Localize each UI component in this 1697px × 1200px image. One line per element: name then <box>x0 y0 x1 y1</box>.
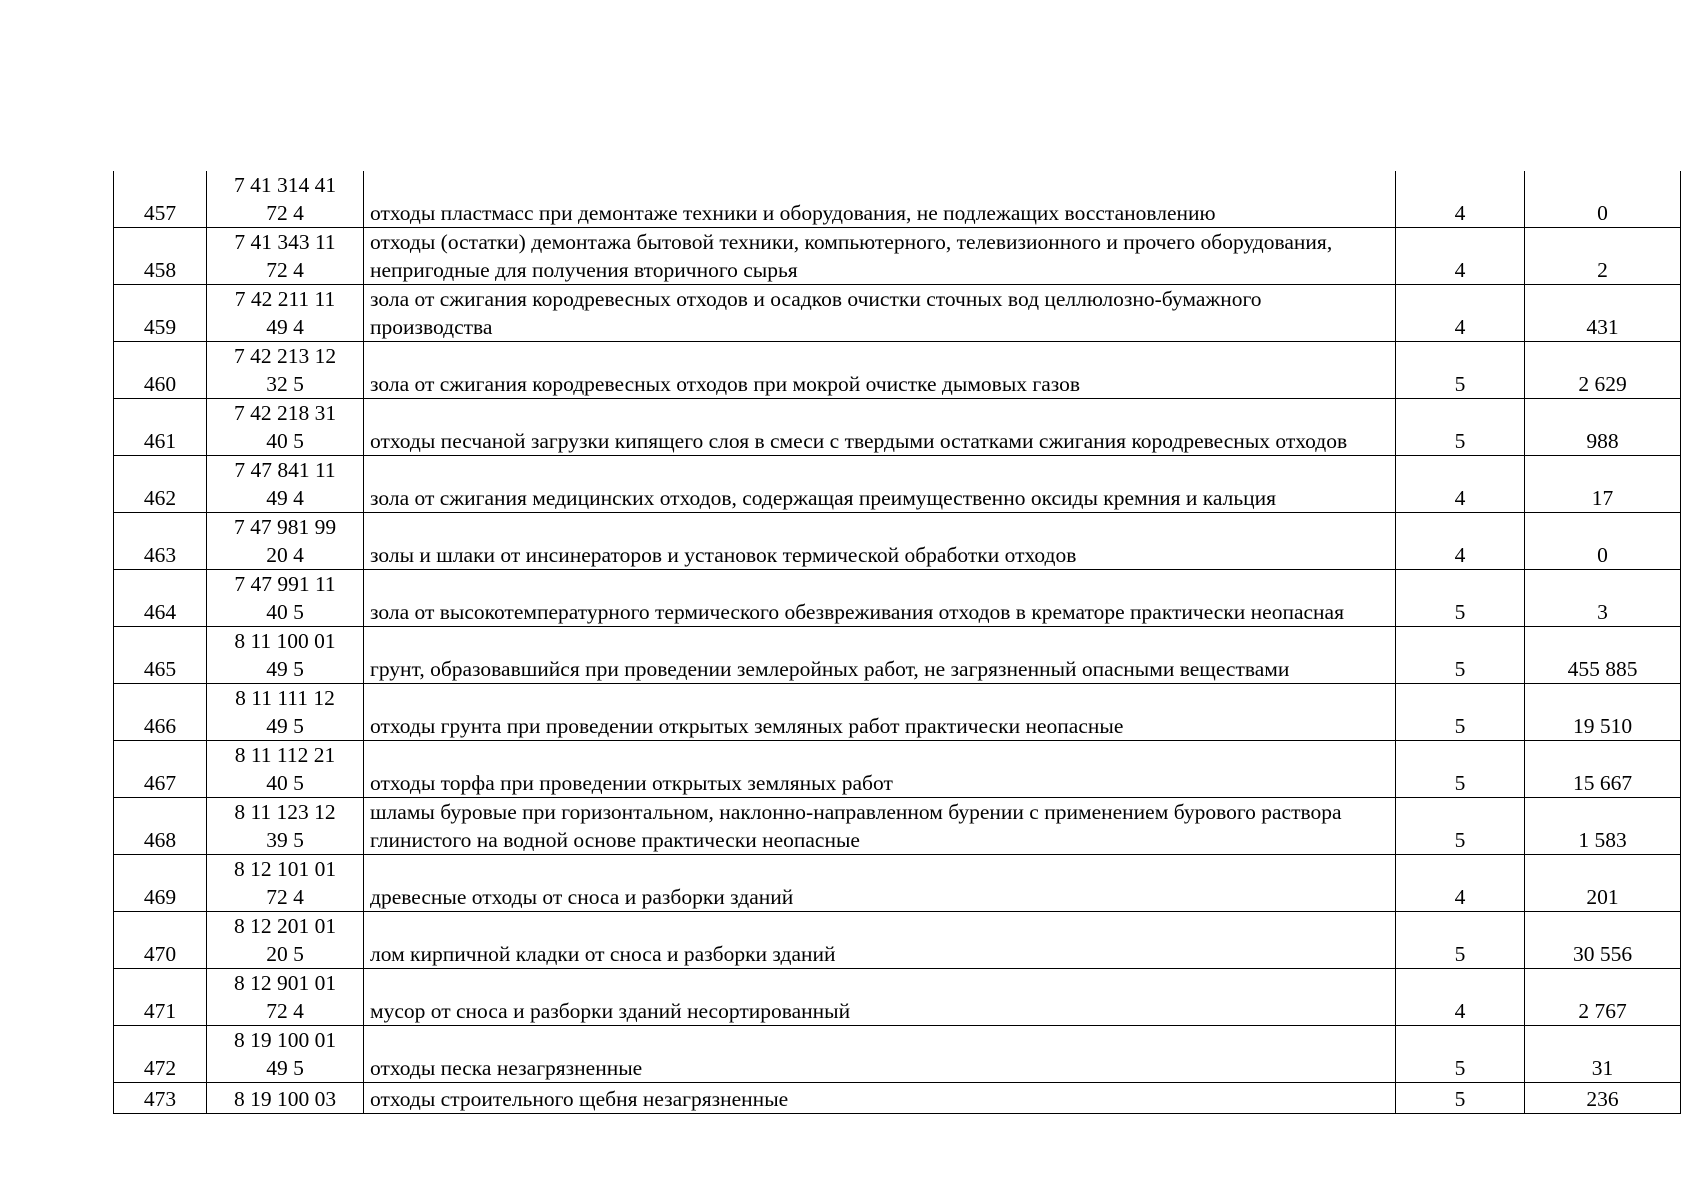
waste-code-part-2: 72 4 <box>266 258 304 282</box>
hazard-class-cell: 4 <box>1396 969 1525 1026</box>
waste-name-cell: золы и шлаки от инсинераторов и установок термической обработки отходов <box>364 513 1396 570</box>
waste-code-part-1: 8 11 123 12 <box>234 800 336 824</box>
waste-code-cell <box>207 456 364 513</box>
waste-name-cell: зола от сжигания кородревесных отходов при мокрой очистке дымовых газов <box>364 342 1396 399</box>
waste-name-cell: отходы грунта при проведении открытых земляных работ практически неопасные <box>364 684 1396 741</box>
amount-cell: 988 <box>1525 399 1681 456</box>
table-row <box>114 912 1681 969</box>
table-row <box>114 1083 1681 1114</box>
table-row <box>114 969 1681 1026</box>
waste-code-part-1: 7 47 991 11 <box>234 572 336 596</box>
table-row <box>114 855 1681 912</box>
waste-name-cell: мусор от сноса и разборки зданий несортированный <box>364 969 1396 1026</box>
row-number-cell: 472 <box>114 1026 207 1083</box>
waste-code-part-2: 49 4 <box>266 486 304 510</box>
row-number-cell: 468 <box>114 798 207 855</box>
table-body <box>114 171 1681 1114</box>
waste-code-part-1: 7 47 981 99 <box>233 515 337 539</box>
waste-code-part-1: 8 12 201 01 <box>233 914 337 938</box>
row-number-cell: 473 <box>114 1083 207 1114</box>
waste-name-cell: отходы песка незагрязненные <box>364 1026 1396 1083</box>
table-row <box>114 741 1681 798</box>
hazard-class-cell: 4 <box>1396 456 1525 513</box>
waste-code-part-2: 20 5 <box>266 942 304 966</box>
waste-code-part-2: 49 5 <box>266 1056 304 1080</box>
waste-code-part-1: 7 42 218 31 <box>233 401 337 425</box>
waste-code-part-2: 39 5 <box>266 828 304 852</box>
waste-name-cell: шламы буровые при горизонтальном, наклонно-направленном бурении с применением бурового раствора глинистого на водной основе практически неопасные <box>364 798 1396 855</box>
row-number-cell: 463 <box>114 513 207 570</box>
amount-cell: 30 556 <box>1525 912 1681 969</box>
waste-name-cell: отходы строительного щебня незагрязненные <box>364 1083 1396 1114</box>
table-row <box>114 342 1681 399</box>
waste-code-part-2: 72 4 <box>266 201 304 225</box>
waste-code-part-2: 49 5 <box>266 714 304 738</box>
hazard-class-cell: 5 <box>1396 399 1525 456</box>
hazard-class-cell: 4 <box>1396 171 1525 228</box>
row-number-cell: 457 <box>114 171 207 228</box>
row-number-cell: 470 <box>114 912 207 969</box>
row-number-cell: 464 <box>114 570 207 627</box>
waste-code-part-1: 8 11 100 01 <box>234 629 336 653</box>
amount-cell: 431 <box>1525 285 1681 342</box>
waste-code-cell <box>207 285 364 342</box>
waste-name-cell: древесные отходы от сноса и разборки зданий <box>364 855 1396 912</box>
waste-code-part-1: 7 41 314 41 <box>233 173 337 197</box>
table-row <box>114 627 1681 684</box>
waste-name-cell: грунт, образовавшийся при проведении землеройных работ, не загрязненный опасными веществами <box>364 627 1396 684</box>
amount-cell: 2 629 <box>1525 342 1681 399</box>
waste-code-part-1: 8 11 111 12 <box>235 686 335 710</box>
table-row <box>114 1026 1681 1083</box>
waste-name-cell: отходы торфа при проведении открытых земляных работ <box>364 741 1396 798</box>
amount-cell: 2 767 <box>1525 969 1681 1026</box>
table-row <box>114 513 1681 570</box>
hazard-class-cell: 4 <box>1396 285 1525 342</box>
table-row <box>114 399 1681 456</box>
amount-cell: 201 <box>1525 855 1681 912</box>
waste-code-part-1: 8 19 100 03 <box>233 1087 337 1111</box>
hazard-class-cell: 5 <box>1396 1026 1525 1083</box>
waste-name-cell: отходы (остатки) демонтажа бытовой техники, компьютерного, телевизионного и прочего оборудования, непригодные для получения вторичного сырья <box>364 228 1396 285</box>
waste-code-part-2: 72 4 <box>266 999 304 1023</box>
hazard-class-cell: 5 <box>1396 798 1525 855</box>
waste-code-part-1: 8 19 100 01 <box>233 1028 337 1052</box>
waste-code-part-2: 40 5 <box>266 429 304 453</box>
table-row <box>114 171 1681 228</box>
row-number-cell: 465 <box>114 627 207 684</box>
hazard-class-cell: 5 <box>1396 741 1525 798</box>
waste-code-cell <box>207 171 364 228</box>
row-number-cell: 459 <box>114 285 207 342</box>
hazard-class-cell: 5 <box>1396 1083 1525 1114</box>
waste-code-part-2: 40 5 <box>266 600 304 624</box>
hazard-class-cell: 4 <box>1396 228 1525 285</box>
amount-cell: 3 <box>1525 570 1681 627</box>
waste-name-cell: отходы пластмасс при демонтаже техники и оборудования, не подлежащих восстановлению <box>364 171 1396 228</box>
waste-code-cell <box>207 342 364 399</box>
waste-code-cell <box>207 228 364 285</box>
amount-cell: 0 <box>1525 513 1681 570</box>
waste-code-part-2: 20 4 <box>266 543 304 567</box>
amount-cell: 15 667 <box>1525 741 1681 798</box>
amount-cell: 2 <box>1525 228 1681 285</box>
waste-code-cell <box>207 684 364 741</box>
row-number-cell: 469 <box>114 855 207 912</box>
row-number-cell: 467 <box>114 741 207 798</box>
row-number-cell: 462 <box>114 456 207 513</box>
waste-code-cell <box>207 741 364 798</box>
amount-cell: 455 885 <box>1525 627 1681 684</box>
waste-code-cell <box>207 570 364 627</box>
waste-name-cell: зола от сжигания медицинских отходов, содержащая преимущественно оксиды кремния и кальция <box>364 456 1396 513</box>
amount-cell: 31 <box>1525 1026 1681 1083</box>
row-number-cell: 460 <box>114 342 207 399</box>
table-row <box>114 798 1681 855</box>
amount-cell: 1 583 <box>1525 798 1681 855</box>
hazard-class-cell: 5 <box>1396 570 1525 627</box>
amount-cell: 19 510 <box>1525 684 1681 741</box>
waste-code-cell <box>207 1026 364 1083</box>
row-number-cell: 461 <box>114 399 207 456</box>
row-number-cell: 471 <box>114 969 207 1026</box>
waste-code-cell <box>207 798 364 855</box>
waste-code-part-1: 8 11 112 21 <box>234 743 336 767</box>
waste-code-part-2: 49 5 <box>266 657 304 681</box>
waste-code-cell <box>207 969 364 1026</box>
waste-code-part-2: 32 5 <box>266 372 304 396</box>
waste-code-cell <box>207 399 364 456</box>
waste-name-cell: зола от высокотемпературного термического обезвреживания отходов в крематоре практически неопасная <box>364 570 1396 627</box>
waste-code-part-1: 7 47 841 11 <box>234 458 336 482</box>
waste-code-part-1: 8 12 101 01 <box>233 857 337 881</box>
hazard-class-cell: 5 <box>1396 912 1525 969</box>
table-row <box>114 456 1681 513</box>
hazard-class-cell: 4 <box>1396 513 1525 570</box>
row-number-cell: 458 <box>114 228 207 285</box>
hazard-class-cell: 5 <box>1396 627 1525 684</box>
hazard-class-cell: 5 <box>1396 342 1525 399</box>
waste-code-part-2: 49 4 <box>266 315 304 339</box>
waste-code-cell <box>207 912 364 969</box>
table-row <box>114 228 1681 285</box>
amount-cell: 17 <box>1525 456 1681 513</box>
waste-code-part-2: 72 4 <box>266 885 304 909</box>
amount-cell: 236 <box>1525 1083 1681 1114</box>
waste-name-cell: лом кирпичной кладки от сноса и разборки зданий <box>364 912 1396 969</box>
waste-code-part-2: 40 5 <box>266 771 304 795</box>
table-row <box>114 285 1681 342</box>
waste-code-cell <box>207 1083 364 1114</box>
waste-name-cell: отходы песчаной загрузки кипящего слоя в смеси с твердыми остатками сжигания кородревесных отходов <box>364 399 1396 456</box>
waste-code-cell <box>207 855 364 912</box>
waste-code-part-1: 8 12 901 01 <box>233 971 337 995</box>
waste-code-cell <box>207 627 364 684</box>
waste-code-part-1: 7 42 211 11 <box>234 287 336 311</box>
waste-code-part-1: 7 41 343 11 <box>234 230 336 254</box>
waste-name-cell: зола от сжигания кородревесных отходов и осадков очистки сточных вод целлюлозно-бумажного производства <box>364 285 1396 342</box>
waste-table <box>113 171 1681 1114</box>
hazard-class-cell: 4 <box>1396 855 1525 912</box>
table-row <box>114 684 1681 741</box>
waste-code-cell <box>207 513 364 570</box>
hazard-class-cell: 5 <box>1396 684 1525 741</box>
waste-code-part-1: 7 42 213 12 <box>233 344 337 368</box>
table-row <box>114 570 1681 627</box>
row-number-cell: 466 <box>114 684 207 741</box>
amount-cell: 0 <box>1525 171 1681 228</box>
